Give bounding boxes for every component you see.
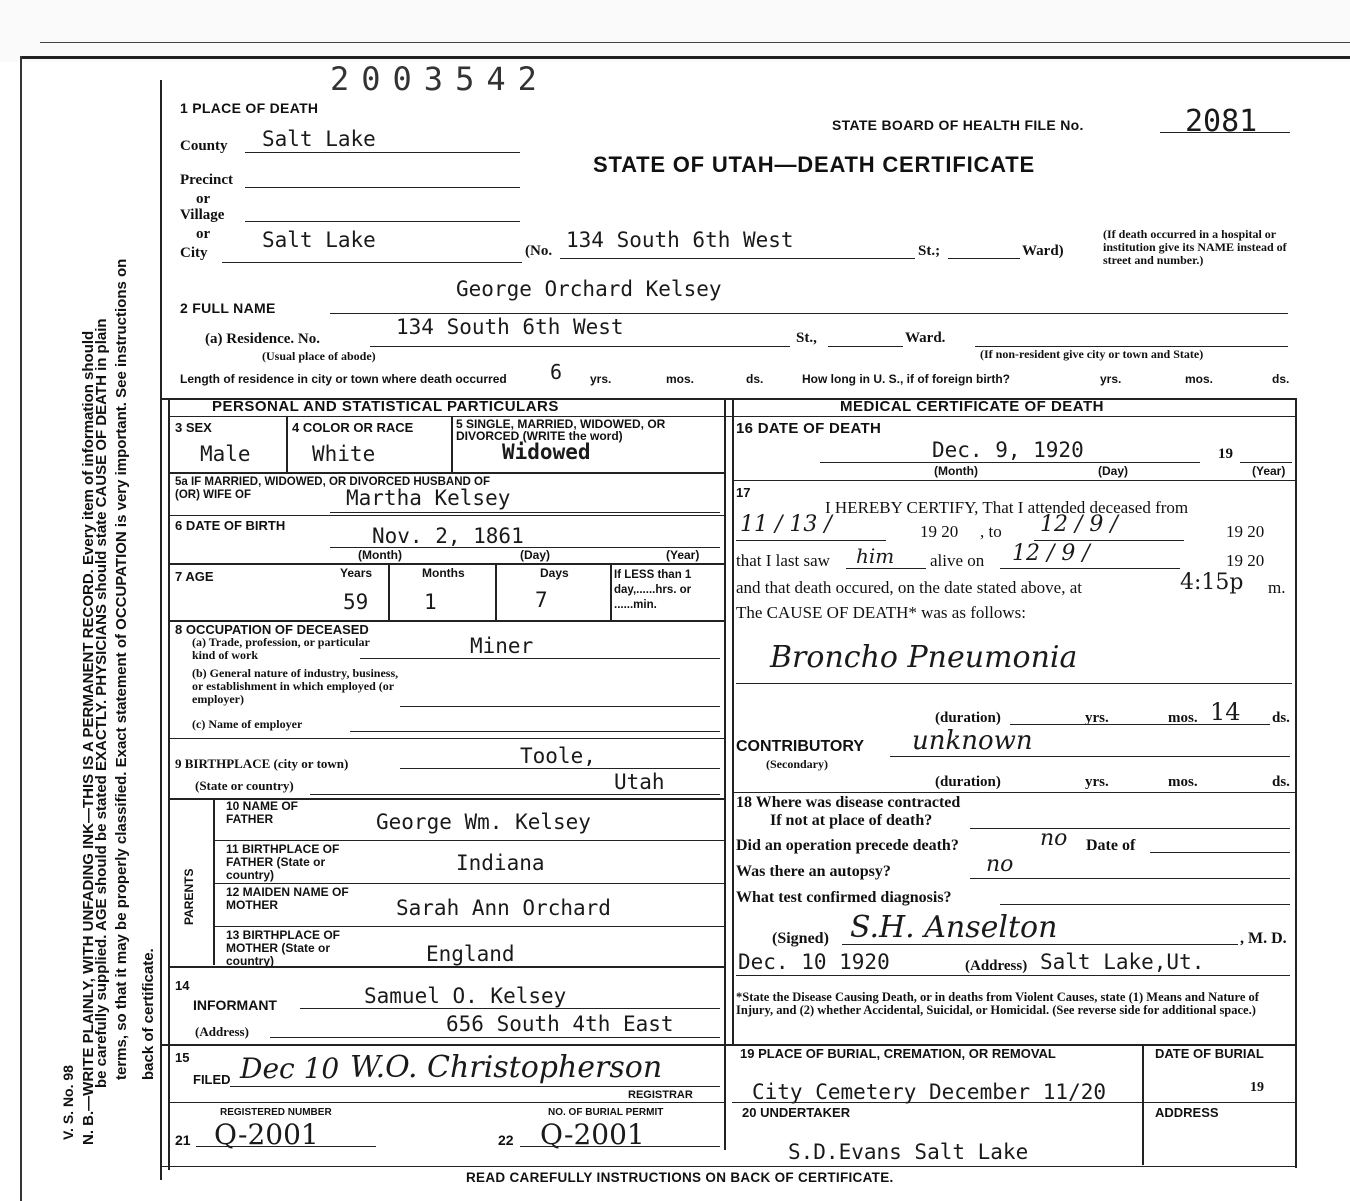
sex-value: Male bbox=[200, 442, 251, 466]
hospital-note: (If death occurred in a hospital or institution give its NAME instead of street and number.) bbox=[1103, 227, 1287, 267]
side-note-1: N. B.—WRITE PLAINLY, WITH UNFADING INK—THIS IS A PERMANENT RECORD. Every item of information should bbox=[80, 330, 97, 1145]
scan-top-band bbox=[0, 0, 1350, 62]
years-header: Years bbox=[340, 566, 373, 580]
autopsy-value: no bbox=[986, 852, 1014, 877]
physician-address-label: (Address) bbox=[965, 958, 1028, 974]
row-line-12 bbox=[213, 883, 724, 884]
sex-label: 3 SEX bbox=[175, 420, 212, 435]
informant-value: Samuel O. Kelsey bbox=[364, 984, 567, 1008]
row-line-13 bbox=[213, 926, 724, 927]
frame-mid bbox=[724, 400, 726, 1150]
color-divider bbox=[451, 417, 453, 472]
scan-top-line bbox=[20, 56, 1350, 59]
filed-date-value: Dec 10 bbox=[240, 1052, 340, 1085]
precinct-line bbox=[245, 187, 520, 188]
cause-footnote: *State the Disease Causing Death, or in deaths from Violent Causes, state (1) Means and Nature of Injury, and (2) whether Accidental, Suicidal, or Homicidal. (See reverse side for additional space.) bbox=[736, 990, 1259, 1017]
street-no-label: (No. bbox=[525, 243, 553, 259]
date-of-death-label: 16 DATE OF DEATH bbox=[736, 420, 882, 437]
date-of-death-year-line bbox=[1240, 462, 1292, 463]
county-label: County bbox=[180, 138, 228, 154]
length-mos-label: mos. bbox=[666, 372, 695, 386]
registered-number-label: REGISTERED NUMBER bbox=[220, 1107, 332, 1118]
cause-label: The CAUSE OF DEATH* was as follows: bbox=[736, 603, 1026, 622]
contributory-label: CONTRIBUTORY bbox=[736, 738, 864, 755]
signed-label: (Signed) bbox=[772, 930, 829, 947]
death-time-m: m. bbox=[1268, 578, 1286, 597]
row-line-5a bbox=[168, 472, 724, 474]
color-value: White bbox=[312, 442, 376, 466]
precinct-label: Precinct bbox=[180, 172, 234, 188]
document-title: STATE OF UTAH—DEATH CERTIFICATE bbox=[593, 152, 1035, 177]
burial-place-label: 19 PLACE OF BURIAL, CREMATION, OR REMOVAL bbox=[740, 1046, 1056, 1061]
contrib-ds-label: ds. bbox=[1272, 774, 1290, 790]
dob-label: 6 DATE OF BIRTH bbox=[175, 518, 286, 533]
city-label: City bbox=[180, 245, 208, 261]
undertaker-value: S.D.Evans Salt Lake bbox=[788, 1140, 1029, 1164]
medical-heading: MEDICAL CERTIFICATE OF DEATH bbox=[840, 398, 1104, 415]
full-name-line bbox=[330, 313, 1288, 314]
physician-address-line bbox=[736, 975, 1290, 976]
marital-value: Widowed bbox=[502, 440, 591, 464]
village-label: Village bbox=[180, 207, 225, 223]
registrar-signature: W.O. Christopherson bbox=[350, 1050, 663, 1085]
full-name-value: George Orchard Kelsey bbox=[456, 277, 722, 301]
contrib-duration-label: (duration) bbox=[935, 774, 1001, 790]
occupation-a-label: (a) Trade, profession, or particular kind of work bbox=[192, 635, 370, 662]
residence-label: (a) Residence. No. bbox=[205, 331, 320, 347]
cause-of-death-value: Broncho Pneumonia bbox=[770, 640, 1078, 675]
burial-permit-line bbox=[520, 1146, 720, 1147]
filed-line bbox=[230, 1086, 720, 1087]
cause-duration-label: (duration) bbox=[935, 710, 1001, 726]
ward-line bbox=[948, 258, 1020, 259]
physician-address-value: Salt Lake,Ut. bbox=[1040, 950, 1205, 974]
row-line-9 bbox=[168, 738, 724, 739]
informant-line bbox=[300, 1008, 720, 1009]
signature-line bbox=[842, 944, 1238, 945]
or-label-1: or bbox=[196, 191, 211, 207]
age-div-3 bbox=[610, 564, 612, 620]
top-serial-number: 2003542 bbox=[330, 60, 549, 98]
informant-label: INFORMANT bbox=[193, 997, 277, 1013]
age-years-value: 59 bbox=[343, 590, 369, 614]
footer-line bbox=[160, 1166, 1295, 1167]
attended-to-label: , to bbox=[980, 522, 1002, 541]
cause-line bbox=[736, 683, 1292, 684]
us-ds-label: ds. bbox=[1272, 372, 1290, 386]
st-label: St.; bbox=[918, 243, 941, 259]
dob-year-label: (Year) bbox=[666, 548, 700, 562]
sex-divider bbox=[286, 417, 288, 472]
row-line-15 bbox=[160, 1044, 1295, 1046]
birth-city-value: Toole, bbox=[520, 744, 596, 768]
last-saw-him: him bbox=[856, 544, 895, 568]
attended-to-date: 12 / 9 / bbox=[1040, 512, 1118, 537]
occupation-b-line bbox=[400, 706, 720, 707]
frame-mid-2 bbox=[732, 400, 734, 1045]
attended-to-year: 19 20 bbox=[1226, 522, 1265, 541]
occupation-label: 8 OCCUPATION OF DECEASED bbox=[175, 622, 369, 637]
age-label: 7 AGE bbox=[175, 569, 214, 584]
father-birthplace-label: 11 BIRTHPLACE OF FATHER (State or country) bbox=[226, 842, 340, 882]
side-note-4: back of certificate. bbox=[140, 948, 157, 1080]
page-left-edge bbox=[20, 56, 22, 1201]
age-div-2 bbox=[495, 564, 497, 620]
dob-value: Nov. 2, 1861 bbox=[372, 524, 524, 548]
alive-on-year: 19 20 bbox=[1226, 551, 1265, 570]
row-line-11 bbox=[213, 840, 724, 841]
informant-number: 14 bbox=[175, 978, 190, 993]
cause-mos-label: mos. bbox=[1168, 710, 1198, 726]
father-label: 10 NAME OF FATHER bbox=[226, 799, 299, 826]
color-label: 4 COLOR OR RACE bbox=[292, 420, 414, 435]
father-birthplace-value: Indiana bbox=[456, 851, 545, 875]
registered-number-line bbox=[196, 1146, 376, 1147]
occupation-c-label: (c) Name of employer bbox=[192, 717, 303, 731]
mother-birthplace-value: England bbox=[426, 942, 515, 966]
mother-value: Sarah Ann Orchard bbox=[396, 896, 611, 920]
frame-right bbox=[1295, 398, 1297, 1168]
informant-address-line bbox=[270, 1037, 720, 1038]
footer-instructions: READ CAREFULLY INSTRUCTIONS ON BACK OF CERTIFICATE. bbox=[466, 1170, 894, 1185]
county-line bbox=[245, 152, 520, 153]
signed-date-value: Dec. 10 1920 bbox=[738, 950, 890, 974]
registered-number-value: Q-2001 bbox=[214, 1118, 319, 1151]
test-label: What test confirmed diagnosis? bbox=[736, 889, 952, 906]
length-ds-label: ds. bbox=[746, 372, 764, 386]
alive-on-label: alive on bbox=[930, 551, 985, 570]
contrib-yrs-label: yrs. bbox=[1085, 774, 1109, 790]
side-note-3: terms, so that it may be properly classified. Exact statement of OCCUPATION is very important. See instructions on bbox=[113, 258, 130, 1080]
us-residence-label: How long in U. S., if of foreign birth? bbox=[802, 372, 1010, 386]
usual-abode-label: (Usual place of abode) bbox=[262, 349, 376, 363]
residence-st-label: St., bbox=[796, 330, 817, 346]
father-value: George Wm. Kelsey bbox=[376, 810, 591, 834]
informant-address-label: (Address) bbox=[195, 1024, 249, 1039]
occupation-b-label: (b) General nature of industry, business, or establishment in which employed (or employer) bbox=[192, 666, 399, 706]
date-of-death-19: 19 bbox=[1218, 446, 1233, 462]
parents-label: PARENTS bbox=[182, 868, 196, 925]
contrib-mos-label: mos. bbox=[1168, 774, 1198, 790]
date-of-label: Date of bbox=[1086, 837, 1136, 854]
city-line bbox=[222, 262, 522, 263]
days-header: Days bbox=[540, 566, 569, 580]
attended-from-year: 19 20 bbox=[920, 522, 959, 541]
mother-label: 12 MAIDEN NAME OF MOTHER bbox=[226, 885, 349, 912]
burial-place-value: City Cemetery December 11/20 bbox=[752, 1080, 1107, 1104]
age-days-value: 7 bbox=[535, 588, 548, 612]
non-resident-label: (If non-resident give city or town and State) bbox=[980, 347, 1204, 361]
burial-date-label: DATE OF BURIAL bbox=[1155, 1046, 1264, 1061]
alive-on-date: 12 / 9 / bbox=[1012, 541, 1090, 566]
occupation-line bbox=[360, 658, 720, 659]
residence-ward-line bbox=[828, 346, 903, 347]
alive-on-line bbox=[1000, 568, 1180, 569]
frame-left bbox=[160, 80, 162, 1180]
contributory-line bbox=[890, 756, 1290, 757]
birth-state-value: Utah bbox=[614, 770, 665, 794]
last-saw-line bbox=[846, 568, 926, 569]
certify-number: 17 bbox=[736, 485, 751, 500]
dob-month-label: (Month) bbox=[358, 548, 402, 562]
occupation-value: Miner bbox=[470, 634, 534, 658]
operation-label: Did an operation precede death? bbox=[736, 837, 959, 854]
operation-value: no bbox=[1040, 826, 1068, 851]
filed-number: 15 bbox=[175, 1050, 190, 1065]
burial-19: 19 bbox=[1250, 1080, 1264, 1095]
section-heading-line bbox=[168, 416, 1295, 417]
cause-duration-line bbox=[1010, 724, 1270, 725]
row-line-7 bbox=[168, 563, 724, 565]
date-of-death-line bbox=[820, 462, 1200, 463]
occupation-c-line bbox=[350, 731, 720, 732]
residence-line bbox=[370, 346, 790, 347]
attended-from-date: 11 / 13 / bbox=[740, 512, 832, 537]
secondary-label: (Secondary) bbox=[766, 757, 828, 771]
birth-state-line bbox=[310, 794, 720, 795]
birthplace-label: 9 BIRTHPLACE (city or town) bbox=[175, 756, 349, 771]
file-number: 2081 bbox=[1185, 104, 1258, 139]
row-line-6 bbox=[168, 515, 724, 516]
length-years-value: 6 bbox=[550, 360, 563, 384]
dob-day-label: (Day) bbox=[520, 548, 551, 562]
certify-text: I HEREBY CERTIFY, That I attended deceased from bbox=[825, 498, 1189, 517]
spouse-value: Martha Kelsey bbox=[346, 486, 511, 510]
row-line-20 bbox=[732, 1102, 1295, 1103]
filed-label: FILED bbox=[193, 1072, 231, 1087]
q18-label: 18 Where was disease contracted bbox=[736, 794, 961, 811]
death-time-value: 4:15p bbox=[1180, 570, 1244, 595]
spouse-line bbox=[330, 512, 720, 513]
autopsy-label: Was there an autopsy? bbox=[736, 863, 891, 880]
death-street-value: 134 South 6th West bbox=[566, 228, 794, 252]
age-div-1 bbox=[388, 564, 390, 620]
street-line bbox=[560, 258, 915, 259]
length-yrs-label: yrs. bbox=[590, 372, 612, 386]
us-yrs-label: yrs. bbox=[1100, 372, 1122, 386]
burial-date-divider bbox=[1142, 1045, 1144, 1165]
q18-line bbox=[970, 828, 1290, 829]
date-of-line bbox=[1150, 852, 1290, 853]
parents-divider bbox=[213, 799, 215, 965]
mother-birthplace-label: 13 BIRTHPLACE OF MOTHER (State or country) bbox=[226, 928, 341, 968]
death-occurred-label: and that death occured, on the date stated above, at bbox=[736, 578, 1082, 597]
personal-heading: PERSONAL AND STATISTICAL PARTICULARS bbox=[212, 398, 559, 415]
physician-signature: S.H. Anselton bbox=[850, 910, 1058, 945]
less-than-day-header: If LESS than 1 day,......hrs. or ......min. bbox=[614, 569, 692, 611]
row-line-17 bbox=[732, 480, 1295, 481]
date-of-death-value: Dec. 9, 1920 bbox=[932, 438, 1084, 462]
months-header: Months bbox=[422, 566, 465, 580]
undertaker-label: 20 UNDERTAKER bbox=[742, 1105, 851, 1120]
city-value: Salt Lake bbox=[262, 228, 376, 252]
registrar-label: REGISTRAR bbox=[628, 1089, 693, 1101]
row-line-14 bbox=[168, 966, 724, 968]
death-month-label: (Month) bbox=[934, 464, 978, 478]
md-label: , M. D. bbox=[1240, 930, 1287, 947]
residence-ward-label: Ward. bbox=[905, 330, 946, 346]
full-name-label: 2 FULL NAME bbox=[180, 300, 276, 316]
length-of-residence-label: Length of residence in city or town where death occurred bbox=[180, 372, 507, 386]
cause-ds-label: ds. bbox=[1272, 710, 1290, 726]
q18b-label: If not at place of death? bbox=[770, 812, 933, 829]
scan-top-line-2 bbox=[40, 42, 1350, 43]
county-value: Salt Lake bbox=[262, 127, 376, 151]
side-note-2: be carefully supplied. AGE should be stated EXACTLY. PHYSICIANS should state CAUSE OF DEATH in plain bbox=[93, 318, 110, 1088]
row-line-21 bbox=[168, 1102, 724, 1103]
attended-from-line bbox=[736, 540, 886, 541]
test-line bbox=[1000, 904, 1290, 905]
vs-number: V. S. No. 98 bbox=[60, 1065, 76, 1140]
informant-address-value: 656 South 4th East bbox=[446, 1012, 674, 1036]
autopsy-line bbox=[970, 878, 1290, 879]
burial-permit-label: NO. OF BURIAL PERMIT bbox=[548, 1107, 664, 1118]
or-label-2: or bbox=[196, 226, 211, 242]
undertaker-address-label: ADDRESS bbox=[1155, 1105, 1219, 1120]
spouse-label: 5a IF MARRIED, WIDOWED, OR DIVORCED HUSBAND OF (OR) WIFE OF bbox=[175, 476, 490, 501]
birth-state-label: (State or country) bbox=[195, 778, 294, 793]
us-mos-label: mos. bbox=[1185, 372, 1214, 386]
burial-permit-value: Q-2001 bbox=[540, 1118, 645, 1151]
contributory-value: unknown bbox=[912, 726, 1033, 756]
residence-value: 134 South 6th West bbox=[396, 315, 624, 339]
row-line-18 bbox=[732, 792, 1295, 793]
cause-yrs-label: yrs. bbox=[1085, 710, 1109, 726]
death-day-label: (Day) bbox=[1098, 464, 1129, 478]
marital-label: 5 SINGLE, MARRIED, WIDOWED, OR DIVORCED (WRITE the word) bbox=[456, 417, 666, 443]
file-label: STATE BOARD OF HEALTH FILE No. bbox=[832, 117, 1084, 133]
birthplace-line bbox=[400, 768, 720, 769]
age-months-value: 1 bbox=[424, 590, 437, 614]
cause-mos-value: 14 bbox=[1210, 698, 1241, 726]
registered-number-num: 21 bbox=[175, 1132, 191, 1148]
ward-label: Ward) bbox=[1022, 243, 1064, 259]
village-line bbox=[245, 221, 520, 222]
last-saw-label: that I last saw bbox=[736, 551, 830, 570]
place-of-death-heading: 1 PLACE OF DEATH bbox=[180, 100, 319, 116]
burial-permit-num: 22 bbox=[498, 1132, 514, 1148]
death-year-label: (Year) bbox=[1252, 464, 1286, 478]
